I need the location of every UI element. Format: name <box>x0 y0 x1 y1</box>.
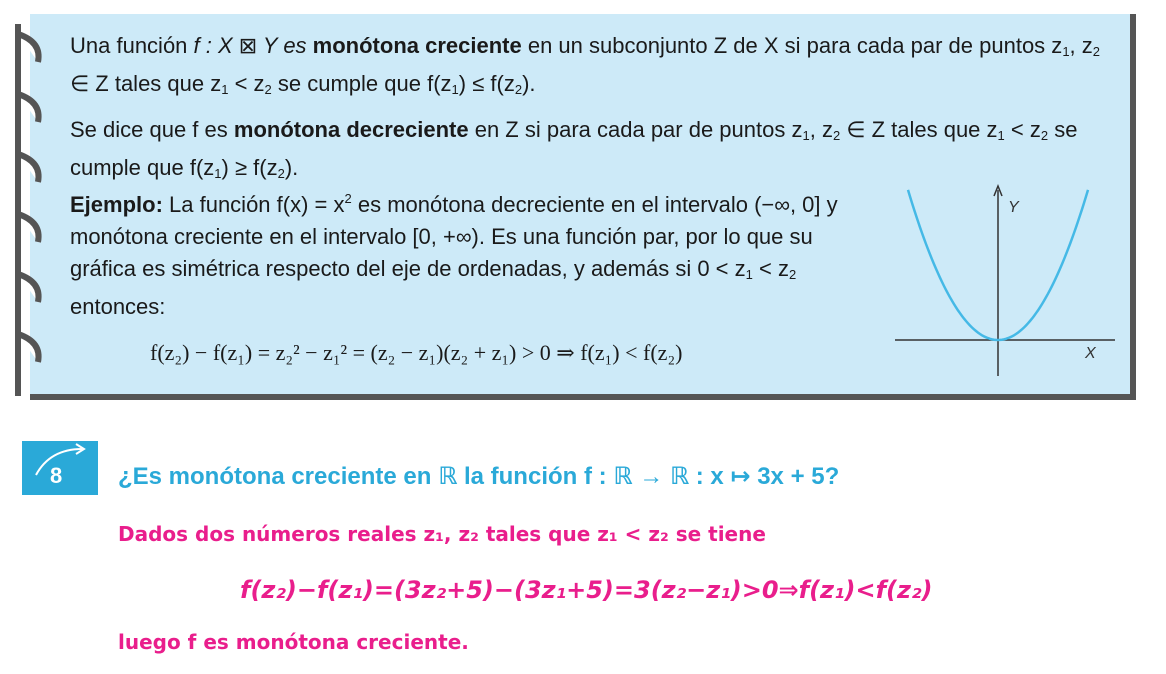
exercise-number: 8 <box>50 463 63 488</box>
example-label: Ejemplo: <box>70 192 163 217</box>
example-text: Ejemplo: La función $f(x) = x^2$ es monótona decreciente en el intervalo (−∞, 0] y monótona creciente en el intervalo [0, +∞). Es una función par, por lo que su gráfica es simétrica respecto del eje de ordenadas, y además si $0 < z_1 < z_2$ entonces: <box>70 191 838 319</box>
answer-line-3: luego f es monótona creciente. <box>118 630 469 654</box>
parabola-graph <box>890 180 1120 380</box>
exercise-question: ¿Es monótona creciente en ℝ la función f : ℝ → ℝ : x ↦ 3x + 5? <box>118 463 840 490</box>
y-axis-label: Y <box>1008 199 1019 216</box>
definition-increasing: Una función f : X ⊠ Y es monótona creciente en un subconjunto Z de X si para cada par de puntos $z_1$, $z_2$ ∈ Z tales que $z_1 < z_2$ se cumple que $f(z_1) \le f(z_2)$. <box>70 33 1101 97</box>
answer-line-2: f(z₂)−f(z₁)=(3z₂+5)−(3z₁+5)=3(z₂−z₁)>0⇒f(z₁)<f(z₂) <box>240 576 933 604</box>
x-axis-label: X <box>1085 345 1096 362</box>
binder-rings <box>0 14 50 400</box>
exercise-number-badge <box>22 441 98 495</box>
definition-decreasing: Se dice que f es monótona decreciente en Z si para cada par de puntos $z_1$, $z_2$ ∈ Z tales que $z_1 < z_2$ se cumple que $f(z_1) \ge f(z_2)$. <box>70 117 1078 181</box>
answer-line-1: Dados dos números reales z₁, z₂ tales que z₁ < z₂ se tiene <box>118 522 766 546</box>
example-formula: f(z₂) − f(z₁) = z₂² − z₁² = (z₂ − z₁)(z₂ + z₁) > 0 ⇒ f(z₁) < f(z₂) <box>150 340 683 365</box>
definition-text <box>70 30 1120 198</box>
